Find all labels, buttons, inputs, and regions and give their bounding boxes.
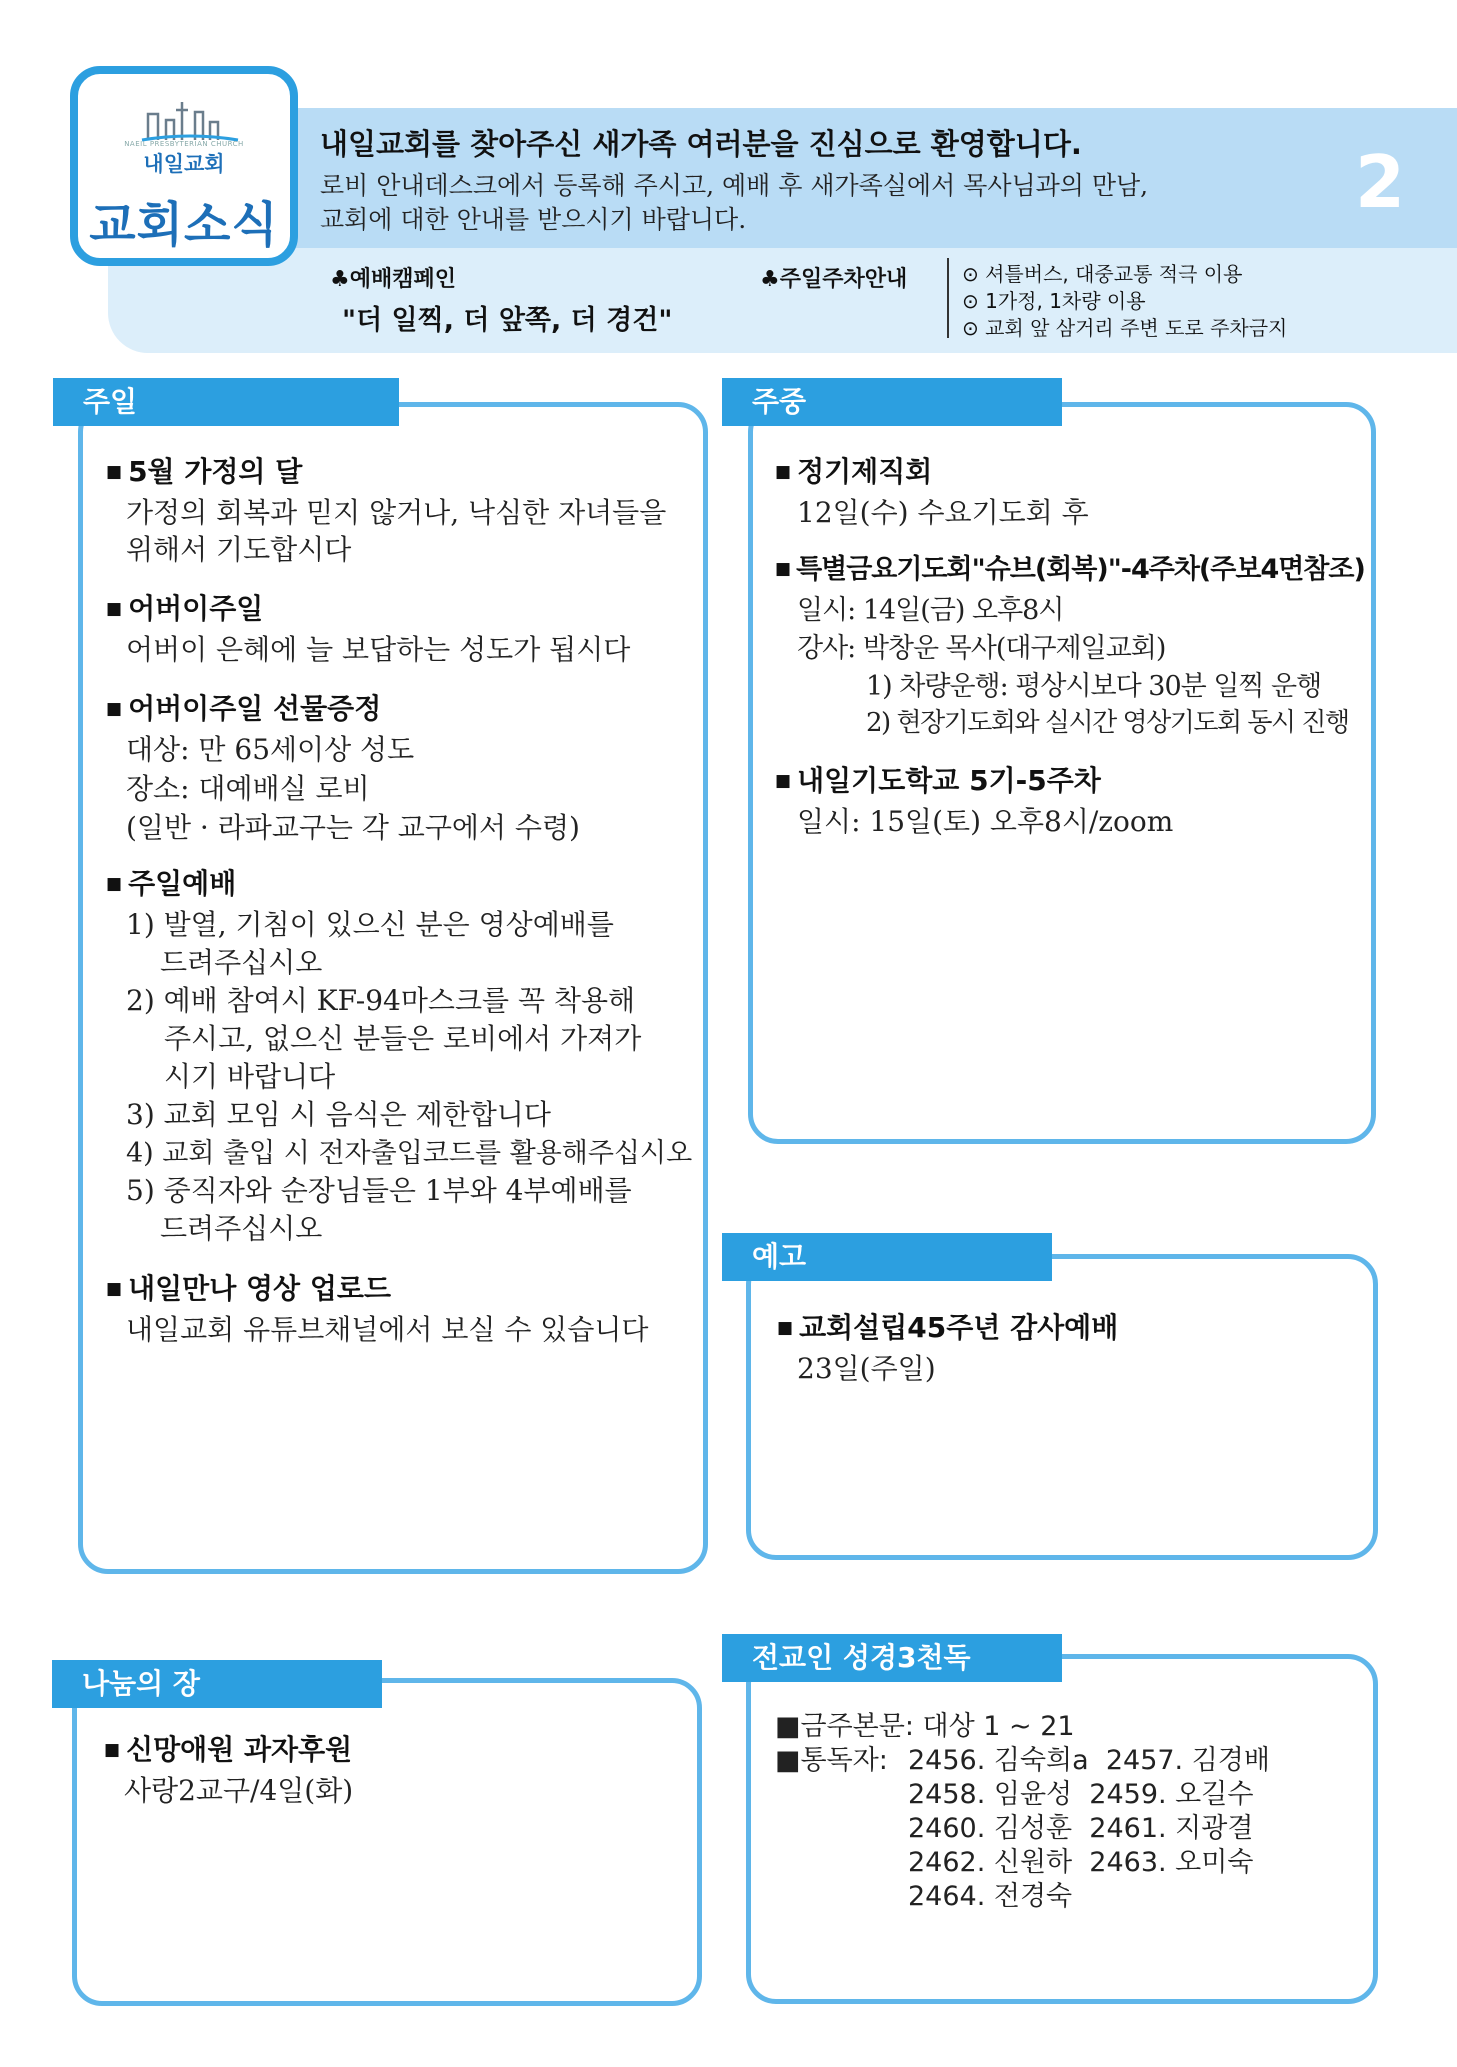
sunday-text-line: 4) 교회 출입 시 전자출입코드를 활용해주십시오 (126, 1138, 693, 1169)
sunday-text-line: 5) 중직자와 순장님들은 1부와 4부예배를 (126, 1174, 632, 1207)
parking-label: ♣주일주차안내 (760, 267, 908, 292)
sunday-section-title: ■ 어버이주일 선물증정 (106, 687, 381, 727)
sunday-text-line: 주시고, 없으신 분들은 로비에서 가져가 (164, 1022, 642, 1055)
campaign-label: ♣예배캠페인 (330, 267, 456, 292)
bible-reader-row: 2456. 김숙희a 2457. 김경배 (908, 1745, 1270, 1776)
notice-tab: 예고 (722, 1233, 1052, 1281)
sunday-text-line: 드려주십시오 (160, 1212, 323, 1245)
weekday-text-line: 12일(수) 수요기도회 후 (797, 496, 1089, 529)
weekday-text-line: 2) 현장기도회와 실시간 영상기도회 동시 진행 (866, 708, 1349, 738)
bible-reading-tab: 전교인 성경3천독 (722, 1634, 1062, 1682)
sunday-text-line: 드려주십시오 (160, 946, 323, 979)
parking-item: ⊙ 1가정, 1차량 이용 (962, 289, 1146, 313)
sunday-section-title: ■ 5월 가정의 달 (106, 450, 302, 490)
weekday-section-title: ■ 내일기도학교 5기-5주차 (775, 759, 1101, 799)
weekday-text-line: 강사: 박창운 목사(대구제일교회) (797, 633, 1166, 664)
sunday-text-line: (일반 · 라파교구는 각 교구에서 수령) (126, 811, 580, 844)
bible-reader-row: 2462. 신원하 2463. 오미숙 (908, 1847, 1254, 1878)
weekday-text-line: 일시: 14일(금) 오후8시 (797, 595, 1064, 626)
notice-section-title: ■ 교회설립45주년 감사예배 (777, 1306, 1118, 1346)
logo-church-name: 내일교회 (143, 152, 225, 176)
welcome-title: 내일교회를 찾아주신 새가족 여러분을 진심으로 환영합니다. (320, 127, 1082, 161)
campaign-slogan: "더 일찍, 더 앞쪽, 더 경건" (342, 305, 673, 336)
bible-reader-row: 2458. 임윤성 2459. 오길수 (908, 1779, 1254, 1810)
logo-english-text: NAEIL PRESBYTERIAN CHURCH (124, 140, 244, 148)
church-skyline-icon (140, 96, 240, 146)
page-number: 2 (1355, 140, 1406, 224)
weekday-text-line: 일시: 15일(토) 오후8시/zoom (797, 805, 1174, 838)
bible-reader-row: 2460. 김성훈 2461. 지광결 (908, 1813, 1254, 1844)
weekday-section-title: ■ 정기제직회 (775, 450, 932, 490)
sharing-section-title: ■ 신망애원 과자후원 (104, 1728, 352, 1768)
weekday-text-line: 1) 차량운행: 평상시보다 30분 일찍 운행 (866, 671, 1322, 702)
sunday-section-title: ■ 내일만나 영상 업로드 (106, 1267, 391, 1307)
weekday-tab: 주중 (722, 378, 1062, 426)
sunday-text-line: 가정의 회복과 믿지 않거나, 낙심한 자녀들을 (126, 496, 667, 529)
welcome-line: 교회에 대한 안내를 받으시기 바랍니다. (320, 205, 747, 234)
sunday-text-line: 어버이 은혜에 늘 보답하는 성도가 됩시다 (126, 633, 631, 666)
sunday-text-line: 3) 교회 모임 시 음식은 제한합니다 (126, 1098, 551, 1131)
sharing-tab: 나눔의 장 (52, 1660, 382, 1708)
weekday-section-title: ■ 특별금요기도회"슈브(회복)"-4주차(주보4면참조) (775, 547, 1365, 586)
welcome-line: 로비 안내데스크에서 등록해 주시고, 예배 후 새가족실에서 목사님과의 만남, (320, 171, 1149, 200)
sunday-text-line: 대상: 만 65세이상 성도 (126, 733, 415, 766)
bible-text-range: ■금주본문: 대상 1 ~ 21 (775, 1711, 1075, 1742)
parking-item: ⊙ 교회 앞 삼거리 주변 도로 주차금지 (962, 316, 1288, 340)
parking-divider (947, 258, 949, 338)
church-logo (70, 66, 298, 266)
sunday-tab: 주일 (53, 378, 399, 426)
sunday-section-title: ■ 어버이주일 (106, 587, 263, 627)
sunday-text-line: 2) 예배 참여시 KF-94마스크를 꼭 착용해 (126, 984, 636, 1017)
notice-box (746, 1254, 1378, 1560)
sunday-text-line: 위해서 기도합시다 (126, 533, 352, 566)
sunday-text-line: 장소: 대예배실 로비 (126, 772, 370, 805)
sunday-section-title: ■ 주일예배 (106, 862, 236, 902)
page-title: 교회소식 (89, 197, 279, 253)
bible-readers-label: ■통독자: (775, 1745, 888, 1776)
sunday-text-line: 1) 발열, 기침이 있으신 분은 영상예배를 (126, 908, 614, 941)
notice-text-line: 23일(주일) (797, 1352, 936, 1385)
sharing-text-line: 사랑2교구/4일(화) (124, 1774, 354, 1807)
sunday-text-line: 시기 바랍니다 (164, 1060, 336, 1093)
parking-item: ⊙ 셔틀버스, 대중교통 적극 이용 (962, 262, 1243, 286)
sunday-text-line: 내일교회 유튜브채널에서 보실 수 있습니다 (126, 1313, 649, 1346)
bible-reader-row: 2464. 전경숙 (908, 1881, 1073, 1912)
